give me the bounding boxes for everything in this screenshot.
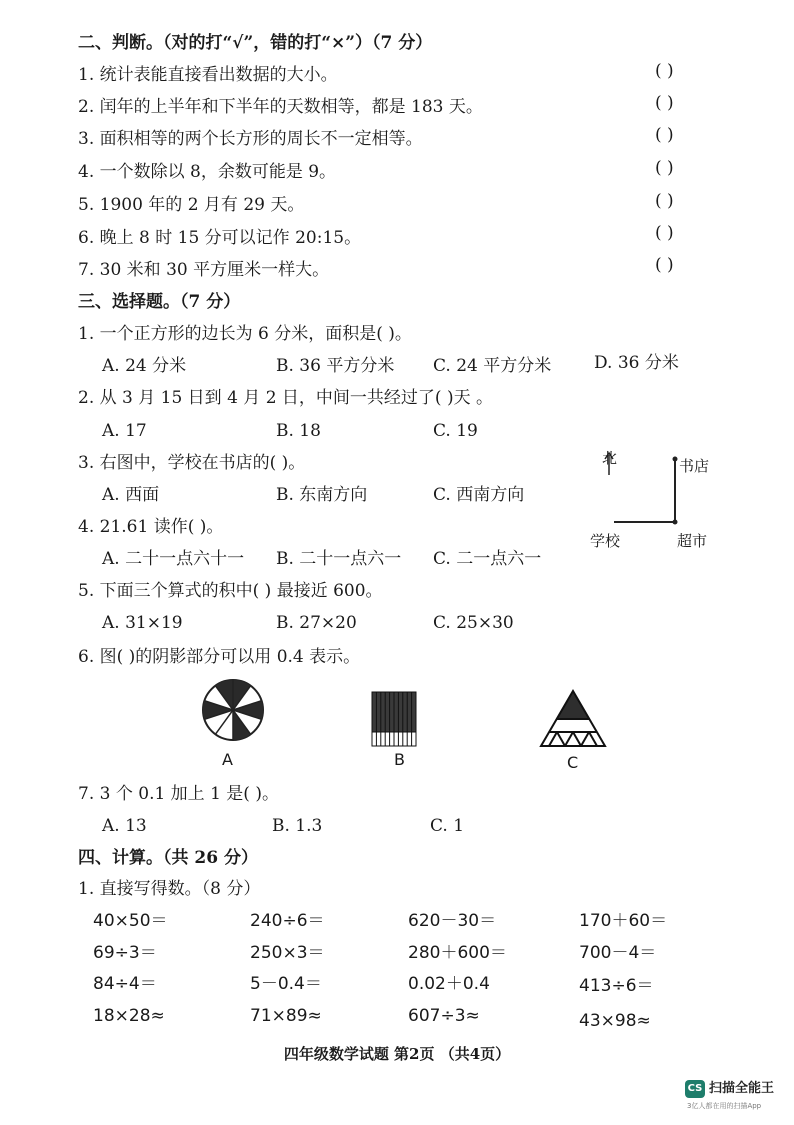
calc-r1c2[interactable]: 240÷6＝ [250, 911, 325, 931]
q2-text: 2. 从 3 月 15 日到 4 月 2 日，中间一共经过了( )天 。 [78, 388, 494, 408]
q5-text: 5. 下面三个算式的积中( ) 最接近 600。 [78, 581, 383, 601]
camscanner-logo-icon: CS [685, 1080, 705, 1098]
judge-item-1: 1. 统计表能直接看出数据的大小。 [78, 65, 338, 85]
judge-item-3: 3. 面积相等的两个长方形的周长不一定相等。 [78, 129, 423, 149]
q7-option-c[interactable]: C. 1 [430, 816, 465, 836]
judge-answer-4[interactable]: ( ) [655, 158, 674, 178]
judge-answer-7[interactable]: ( ) [655, 255, 674, 275]
judge-item-2: 2. 闰年的上半年和下半年的天数相等，都是 183 天。 [78, 97, 483, 117]
q1-option-a[interactable]: A. 24 分米 [102, 356, 187, 376]
judge-item-6: 6. 晚上 8 时 15 分可以记作 20:15。 [78, 228, 362, 248]
calc-r1c3[interactable]: 620－30＝ [408, 911, 497, 931]
q5-option-c[interactable]: C. 25×30 [433, 613, 514, 633]
figure-c-triangle[interactable] [538, 688, 608, 750]
camscanner-tagline: 3亿人都在用的扫描App [687, 1102, 762, 1110]
q1-option-b[interactable]: B. 36 平方分米 [276, 356, 395, 376]
map-school-label: 学校 [590, 532, 621, 550]
page-footer: 四年级数学试题 第2页 （共4页） [283, 1045, 511, 1063]
q7-option-b[interactable]: B. 1.3 [272, 816, 323, 836]
q2-option-a[interactable]: A. 17 [102, 421, 147, 441]
judge-answer-6[interactable]: ( ) [655, 223, 674, 243]
q2-option-c[interactable]: C. 19 [433, 421, 478, 441]
camscanner-name: 扫描全能王 [709, 1081, 775, 1096]
q4-option-b[interactable]: B. 二十一点六一 [276, 549, 402, 569]
q5-option-a[interactable]: A. 31×19 [102, 613, 183, 633]
map-supermarket-label: 超市 [677, 532, 708, 550]
q3-option-b[interactable]: B. 东南方向 [276, 485, 368, 505]
calc-r4c4[interactable]: 43×98≈ [579, 1011, 651, 1031]
calc-r3c3[interactable]: 0.02＋0.4 [408, 974, 490, 994]
figure-b-grid[interactable] [370, 690, 418, 748]
q3-text: 3. 右图中，学校在书店的( )。 [78, 453, 306, 473]
q2-option-b[interactable]: B. 18 [276, 421, 321, 441]
supermarket-point [673, 520, 678, 525]
calc-r4c2[interactable]: 71×89≈ [250, 1006, 322, 1026]
judge-answer-2[interactable]: ( ) [655, 93, 674, 113]
section4-heading: 四、计算。（共 26 分） [78, 848, 258, 868]
calc-r1c1[interactable]: 40×50＝ [93, 911, 168, 931]
calc-r3c2[interactable]: 5－0.4＝ [250, 974, 322, 994]
calc-r4c3[interactable]: 607÷3≈ [408, 1006, 480, 1026]
judge-answer-3[interactable]: ( ) [655, 125, 674, 145]
calc-r3c1[interactable]: 84÷4＝ [93, 974, 157, 994]
figure-a-circle[interactable] [200, 677, 266, 743]
calc-r3c4[interactable]: 413÷6＝ [579, 976, 654, 996]
judge-answer-1[interactable]: ( ) [655, 61, 674, 81]
q3-option-a[interactable]: A. 西面 [102, 485, 160, 505]
q7-text: 7. 3 个 0.1 加上 1 是( )。 [78, 784, 279, 804]
q1-option-d[interactable]: D. 36 分米 [594, 353, 679, 373]
q5-option-b[interactable]: B. 27×20 [276, 613, 357, 633]
q4-option-a[interactable]: A. 二十一点六十一 [102, 549, 245, 569]
map-north-label: 北 [602, 449, 618, 467]
q4-text: 4. 21.61 读作( )。 [78, 517, 224, 537]
q6-text: 6. 图( )的阴影部分可以用 0.4 表示。 [78, 647, 361, 667]
sub1-text: 1. 直接写得数。（8 分） [78, 879, 261, 899]
calc-r2c2[interactable]: 250×3＝ [250, 943, 325, 963]
calc-r4c1[interactable]: 18×28≈ [93, 1006, 165, 1026]
map-bookstore-label: 书店 [679, 457, 710, 475]
judge-item-5: 5. 1900 年的 2 月有 29 天。 [78, 195, 305, 215]
calc-r1c4[interactable]: 170＋60＝ [579, 911, 668, 931]
q1-text: 1. 一个正方形的边长为 6 分米，面积是( )。 [78, 324, 412, 344]
section3-heading: 三、选择题。（7 分） [78, 292, 241, 312]
calc-r2c3[interactable]: 280＋600＝ [408, 943, 507, 963]
q1-option-c[interactable]: C. 24 平方分米 [433, 356, 552, 376]
calc-r2c4[interactable]: 700－4＝ [579, 943, 657, 963]
bookstore-point [673, 457, 678, 462]
figure-a-label: A [222, 750, 233, 769]
section2-heading: 二、判断。（对的打“√”，错的打“×”）（7 分） [78, 33, 433, 53]
judge-item-7: 7. 30 米和 30 平方厘米一样大。 [78, 260, 330, 280]
judge-answer-5[interactable]: ( ) [655, 191, 674, 211]
calc-r2c1[interactable]: 69÷3＝ [93, 943, 157, 963]
q4-option-c[interactable]: C. 二一点六一 [433, 549, 542, 569]
figure-b-label: B [394, 750, 405, 769]
q7-option-a[interactable]: A. 13 [102, 816, 147, 836]
q3-option-c[interactable]: C. 西南方向 [433, 485, 525, 505]
figure-c-label: C [567, 753, 579, 772]
judge-item-4: 4. 一个数除以 8，余数可能是 9。 [78, 162, 337, 182]
